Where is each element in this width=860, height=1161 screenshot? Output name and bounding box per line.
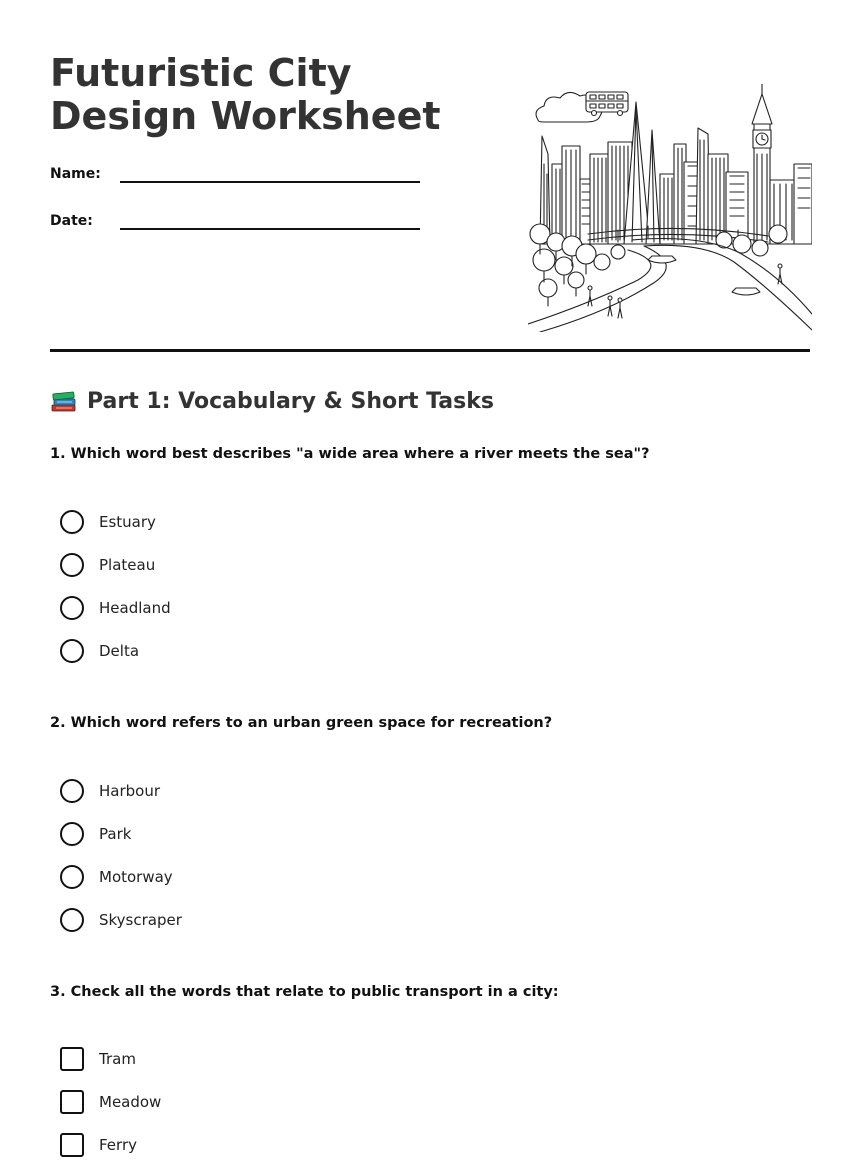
books-icon — [50, 388, 78, 414]
q2-option-harbour[interactable] — [60, 778, 160, 804]
checkbox[interactable] — [60, 1090, 84, 1114]
radio-button[interactable] — [60, 822, 84, 846]
q3-option-meadow[interactable] — [60, 1089, 161, 1115]
worksheet-title: Futuristic City Design Worksheet — [50, 51, 441, 138]
worksheet-page — [50, 0, 810, 1161]
name-input-line[interactable] — [120, 181, 420, 183]
q2-option-park[interactable] — [60, 821, 131, 847]
radio-button[interactable] — [60, 779, 84, 803]
option-label: Meadow — [99, 1093, 162, 1111]
checkbox[interactable] — [60, 1133, 84, 1157]
option-label: Plateau — [99, 556, 156, 574]
date-label: Date: — [50, 213, 93, 229]
radio-button[interactable] — [60, 553, 84, 577]
name-label: Name: — [50, 166, 101, 182]
option-label: Ferry — [99, 1136, 137, 1154]
option-label: Harbour — [99, 782, 161, 800]
option-label: Delta — [99, 642, 140, 660]
date-field-row — [50, 213, 420, 243]
option-label: Skyscraper — [99, 911, 182, 929]
question-2-text: 2. Which word refers to an urban green space for recreation? — [50, 715, 553, 731]
radio-button[interactable] — [60, 908, 84, 932]
q1-option-delta[interactable] — [60, 638, 139, 664]
name-field-row — [50, 166, 420, 196]
radio-button[interactable] — [60, 510, 84, 534]
part1-heading — [50, 388, 494, 414]
q3-option-ferry[interactable] — [60, 1132, 137, 1158]
radio-button[interactable] — [60, 639, 84, 663]
question-1-text: 1. Which word best describes "a wide area where a river meets the sea"? — [50, 446, 650, 462]
question-3-text: 3. Check all the words that relate to public transport in a city: — [50, 984, 559, 1000]
q2-option-motorway[interactable] — [60, 864, 173, 890]
city-illustration-icon — [528, 84, 812, 332]
option-label: Headland — [99, 599, 171, 617]
checkbox[interactable] — [60, 1047, 84, 1071]
option-label: Park — [99, 825, 132, 843]
radio-button[interactable] — [60, 596, 84, 620]
header-divider — [50, 349, 810, 352]
q1-option-estuary[interactable] — [60, 509, 156, 535]
q1-option-headland[interactable] — [60, 595, 171, 621]
part1-title: Part 1: Vocabulary & Short Tasks — [87, 388, 494, 414]
option-label: Motorway — [99, 868, 173, 886]
date-input-line[interactable] — [120, 228, 420, 230]
q3-option-tram[interactable] — [60, 1046, 136, 1072]
option-label: Estuary — [99, 513, 156, 531]
q2-option-skyscraper[interactable] — [60, 907, 182, 933]
radio-button[interactable] — [60, 865, 84, 889]
q1-option-plateau[interactable] — [60, 552, 155, 578]
option-label: Tram — [99, 1050, 136, 1068]
